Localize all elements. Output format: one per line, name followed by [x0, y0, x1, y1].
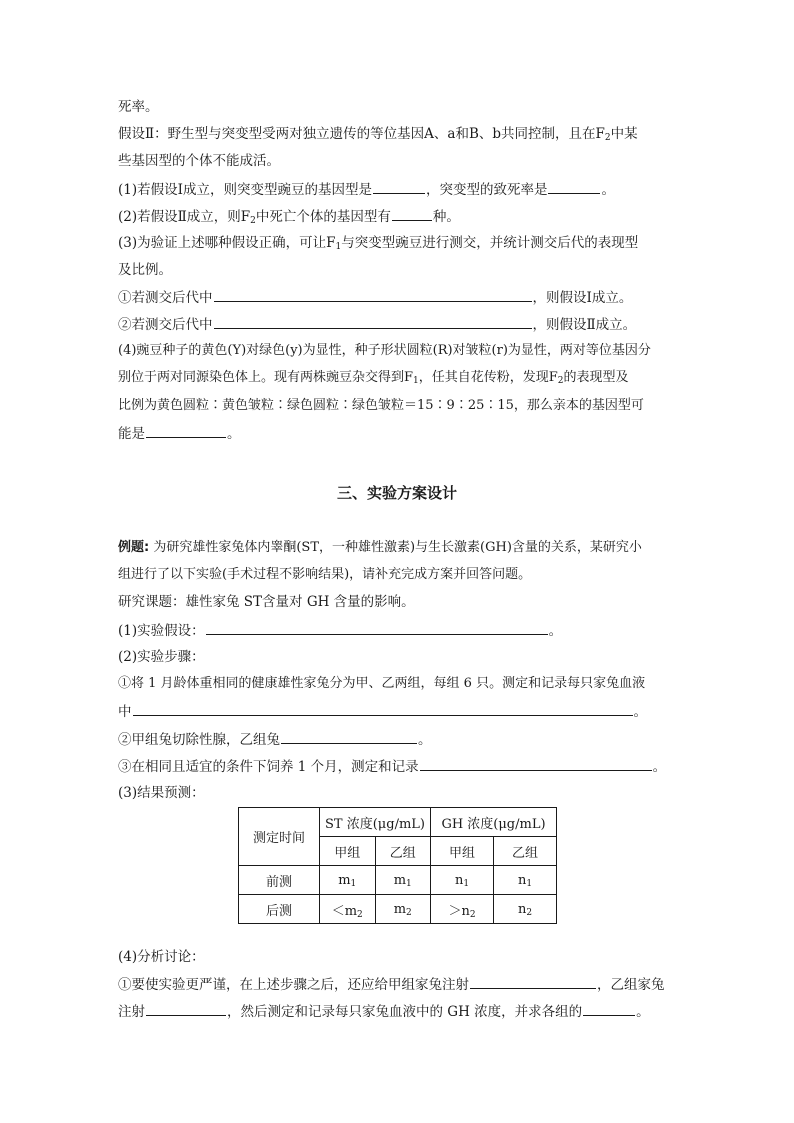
text-line: (4)分析讨论： [118, 949, 205, 965]
question-3-2: ②若测交后代中 ，则假设Ⅱ成立。 [118, 314, 636, 335]
table-cell: $<m_2$ [320, 895, 376, 924]
text-line: (3)结果预测： [118, 785, 205, 801]
table-header: 乙组 [494, 837, 557, 866]
question-1: (1)若假设Ⅰ成立，则突变型豌豆的基因型是 ，突变型的致死率是 。 [118, 179, 615, 200]
answer-blank[interactable] [281, 729, 417, 744]
discussion-1: ①要使实验更严谨，在上述步骤之后，还应给甲组家兔注射 ，乙组家兔 [118, 974, 665, 995]
results-table [238, 807, 557, 924]
table-row [239, 866, 557, 895]
text-line: 能是 。 [118, 423, 241, 444]
table-header: 甲组 [320, 837, 376, 866]
example-intro: 例题: 为研究雄性家兔体内睾酮(ST，一种雄性激素)与生长激素(GH)含量的关系，某研究小 [118, 540, 642, 555]
answer-blank[interactable] [214, 287, 532, 302]
table-cell: $>n_2$ [431, 895, 494, 924]
step-2: ②甲组兔切除性腺，乙组兔 。 [118, 729, 432, 750]
answer-blank[interactable] [133, 701, 633, 716]
table-header: 乙组 [375, 837, 431, 866]
hypothesis: (1)实验假设： 。 [118, 620, 562, 641]
answer-blank[interactable] [214, 314, 532, 329]
answer-blank[interactable] [548, 179, 600, 194]
text-line: 中 。 [118, 701, 647, 722]
text-line: 及比例。 [118, 262, 172, 278]
text-line: 假设Ⅱ：野生型与突变型受两对独立遗传的等位基因A、a和B、b共同控制，且在$F_2$中某 [118, 126, 638, 143]
answer-blank[interactable] [146, 1001, 226, 1016]
answer-blank[interactable] [146, 423, 226, 438]
table-cell: $m_2$ [375, 895, 431, 924]
text-line: (2)实验步骤： [118, 649, 205, 665]
answer-blank[interactable] [206, 620, 548, 635]
text-line: 些基因型的个体不能成活。 [118, 153, 280, 169]
text-line: 组进行了以下实验(手术过程不影响结果)，请补充完成方案并回答问题。 [118, 567, 532, 582]
table-header: 测定时间 [239, 808, 320, 866]
text-line: 别位于两对同源染色体上。现有两株豌豆杂交得到$F_1$，任其自花传粉，发现$F_2$的表现型及 [118, 370, 629, 386]
text-line: 注射 ，然后测定和记录每只家兔血液中的 GH 浓度，并求各组的 。 [118, 1001, 650, 1022]
table-cell: $n_1$ [494, 866, 557, 895]
table-cell: 后测 [239, 895, 320, 924]
table-cell: $n_1$ [431, 866, 494, 895]
question-3: (3)为验证上述哪种假设正确，可让$F_1$与突变型豌豆进行测交，并统计测交后代的表现型 [118, 235, 639, 252]
table-header: ST 浓度(μg/mL) [320, 808, 431, 837]
answer-blank[interactable] [583, 1001, 635, 1016]
table-row [239, 895, 557, 924]
step-3: ③在相同且适宜的条件下饲养 1 个月，测定和记录 。 [118, 756, 666, 777]
answer-blank[interactable] [420, 756, 652, 771]
table-header: 甲组 [431, 837, 494, 866]
table-cell: $n_2$ [494, 895, 557, 924]
text-line: 比例为黄色圆粒∶黄色皱粒∶绿色圆粒∶绿色皱粒＝15∶9∶25∶15，那么亲本的基因型可 [118, 398, 644, 413]
answer-blank[interactable] [470, 974, 596, 989]
text-line: 死率。 [118, 99, 159, 115]
question-3-1: ①若测交后代中 ，则假设Ⅰ成立。 [118, 287, 632, 308]
answer-blank[interactable] [373, 179, 425, 194]
example-label: 例题: [118, 540, 150, 555]
step-1: ①将 1 月龄体重相同的健康雄性家兔分为甲、乙两组，每组 6 只。测定和记录每只家兔血液 [118, 676, 646, 691]
research-topic: 研究课题：雄性家兔 ST含量对 GH 含量的影响。 [118, 594, 415, 610]
table-cell: $m_1$ [375, 866, 431, 895]
table-header: GH 浓度(μg/mL) [431, 808, 557, 837]
question-4: (4)豌豆种子的黄色(Y)对绿色(y)为显性，种子形状圆粒(R)对皱粒(r)为显性，两对等位基因分 [118, 343, 651, 358]
table-cell: 前测 [239, 866, 320, 895]
answer-blank[interactable] [392, 206, 432, 221]
section-title: 三、实验方案设计 [336, 484, 457, 502]
question-2: (2)若假设Ⅱ成立，则$F_2$中死亡个体的基因型有 种。 [118, 206, 460, 227]
table-cell: $m_1$ [320, 866, 376, 895]
